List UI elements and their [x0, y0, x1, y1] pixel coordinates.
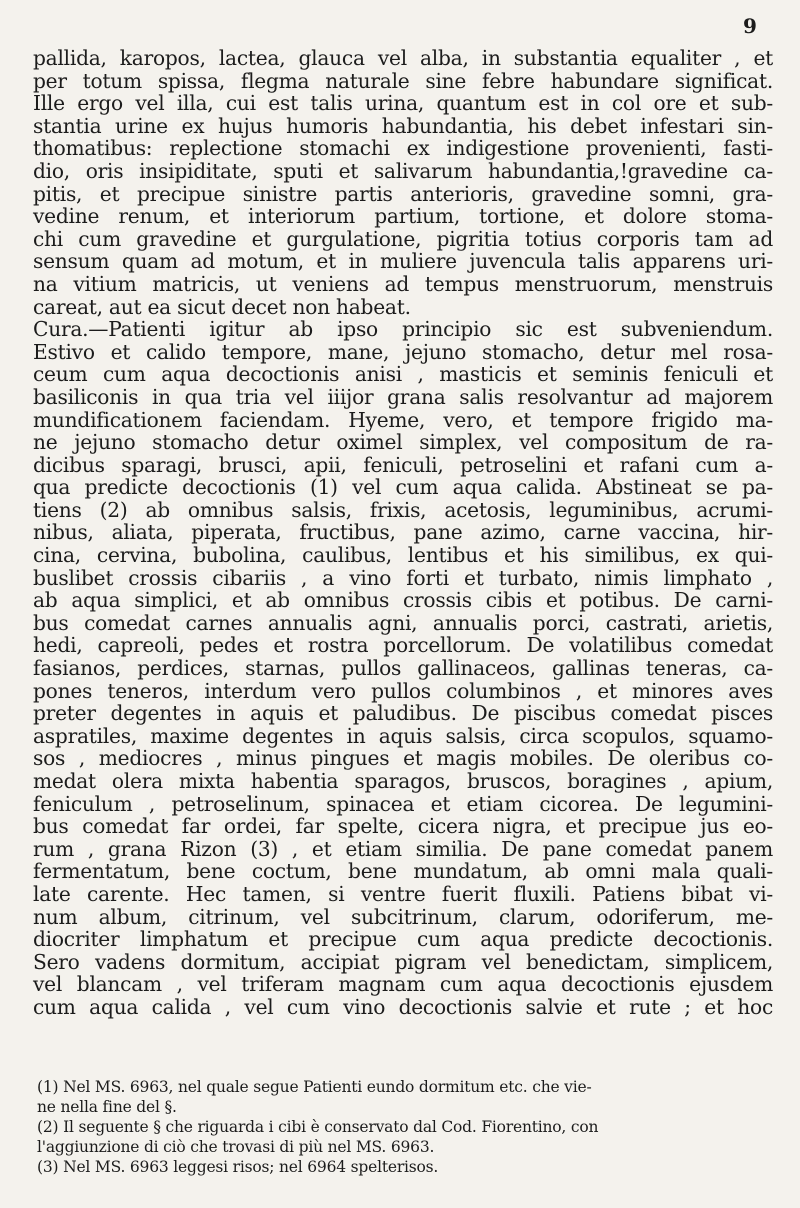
text-line: dicibus sparagi, brusci, apii, feniculi, petroselini et rafani cum a-: [33, 452, 773, 477]
footnote-line: (1) Nel MS. 6963, nel quale segue Patienti eundo dormitum etc. che vie-: [37, 1078, 592, 1096]
text-line: pones teneros, interdum vero pullos columbinos , et minores aves: [33, 678, 773, 703]
text-line: ne jejuno stomacho detur oximel simplex, vel compositum de ra-: [33, 430, 773, 455]
text-line: tiens (2) ab omnibus salsis, frixis, acetosis, leguminibus, acrumi-: [33, 497, 773, 522]
footnote-line: (2) Il seguente § che riguarda i cibi è conservato dal Cod. Fiorentino, con: [37, 1118, 599, 1136]
text-line: fermentatum, bene coctum, bene mundatum, ab omni mala quali-: [33, 859, 773, 884]
text-line: rum , grana Rizon (3) , et etiam similia. De pane comedat panem: [33, 836, 773, 861]
text-line: diocriter limphatum et precipue cum aqua predicte decoctionis.: [33, 927, 773, 952]
text-line: preter degentes in aquis et paludibus. De piscibus comedat pisces: [33, 701, 773, 726]
text-line: basiliconis in qua tria vel iiijor grana salis resolvantur ad majorem: [33, 384, 773, 409]
text-line: qua predicte decoctionis (1) vel cum aqua calida. Abstineat se pa-: [33, 475, 773, 500]
text-line: num album, citrinum, vel subcitrinum, clarum, odoriferum, me-: [33, 904, 773, 929]
text-line: Estivo et calido tempore, mane, jejuno stomacho, detur mel rosa-: [33, 339, 773, 364]
text-line: thomatibus: replectione stomachi ex indigestione provenienti, fasti-: [33, 136, 773, 161]
text-line: vel blancam , vel triferam magnam cum aqua decoctionis ejusdem: [33, 972, 773, 997]
text-line: per totum spissa, flegma naturale sine febre habundare significat.: [33, 68, 773, 93]
footnote-line: (3) Nel MS. 6963 leggesi risos; nel 6964 spelterisos.: [37, 1158, 439, 1176]
footnote-line: ne nella fine del §.: [37, 1098, 177, 1116]
text-line: chi cum gravedine et gurgulatione, pigritia totius corporis tam ad: [33, 226, 773, 251]
text-line: bus comedat far ordei, far spelte, cicera nigra, et precipue jus eo-: [33, 814, 773, 839]
text-line: pallida, karopos, lactea, glauca vel alba, in substantia equaliter , et: [33, 46, 773, 70]
text-line: Sero vadens dormitum, accipiat pigram vel benedictam, simplicem,: [33, 949, 773, 974]
text-line: careat, aut ea sicut decet non habeat.: [33, 294, 411, 319]
text-line: nibus, aliata, piperata, fructibus, pane azimo, carne vaccina, hir-: [33, 520, 773, 545]
text-line: hedi, capreoli, pedes et rostra porcellorum. De volatilibus comedat: [33, 633, 773, 658]
text-line: ceum cum aqua decoctionis anisi , masticis et seminis feniculi et: [33, 362, 773, 387]
text-line: aspratiles, maxime degentes in aquis salsis, circa scopulos, squamo-: [33, 723, 773, 748]
text-line: Ille ergo vel illa, cui est talis urina, quantum est in col ore et sub-: [33, 91, 773, 116]
text-line: medat olera mixta habentia sparagos, bruscos, boragines , apium,: [33, 769, 773, 793]
text-line: buslibet crossis cibariis , a vino forti et turbato, nimis limphato ,: [33, 565, 773, 590]
text-line: cina, cervina, bubolina, caulibus, lentibus et his similibus, ex qui-: [33, 543, 773, 568]
text-line: Cura.—Patienti igitur ab ipso principio sic est subveniendum.: [33, 317, 773, 342]
text-line: bus comedat carnes annualis agni, annualis porci, castrati, arietis,: [33, 610, 773, 635]
text-line: late carente. Hec tamen, si ventre fuerit fluxili. Patiens bibat vi-: [33, 881, 773, 906]
text-line: fasianos, perdices, starnas, pullos gallinaceos, gallinas teneras, ca-: [33, 656, 773, 681]
text-line: sensum quam ad motum, et in muliere juvencula talis apparens uri-: [33, 249, 773, 274]
text-line: cum aqua calida , vel cum vino decoctionis salvie et rute ; et hoc: [33, 994, 773, 1019]
text-line: na vitium matricis, ut veniens ad tempus menstruorum, menstruis: [33, 271, 773, 296]
body-text: [33, 47, 773, 1019]
text-line: dio, oris insipiditate, sputi et salivarum habundantia,!gravedine ca-: [33, 158, 773, 183]
page-number: 9: [743, 14, 757, 38]
text-line: sos , mediocres , minus pingues et magis mobiles. De oleribus co-: [33, 746, 773, 771]
text-line: stantia urine ex hujus humoris habundantia, his debet infestari sin-: [33, 113, 773, 138]
text-line: vedine renum, et interiorum partium, tortione, et dolore stoma-: [33, 204, 773, 229]
footnotes: [37, 1077, 777, 1177]
footnote-line: l'aggiunzione di ciò che trovasi di più nel MS. 6963.: [37, 1138, 435, 1156]
text-line: mundificationem faciendam. Hyeme, vero, et tempore frigido ma-: [33, 407, 773, 432]
text-line: ab aqua simplici, et ab omnibus crossis cibis et potibus. De carni-: [33, 588, 773, 613]
text-line: feniculum , petroselinum, spinacea et etiam cicorea. De legumini-: [33, 791, 773, 816]
text-line: pitis, et precipue sinistre partis anterioris, gravedine somni, gra-: [33, 181, 773, 206]
